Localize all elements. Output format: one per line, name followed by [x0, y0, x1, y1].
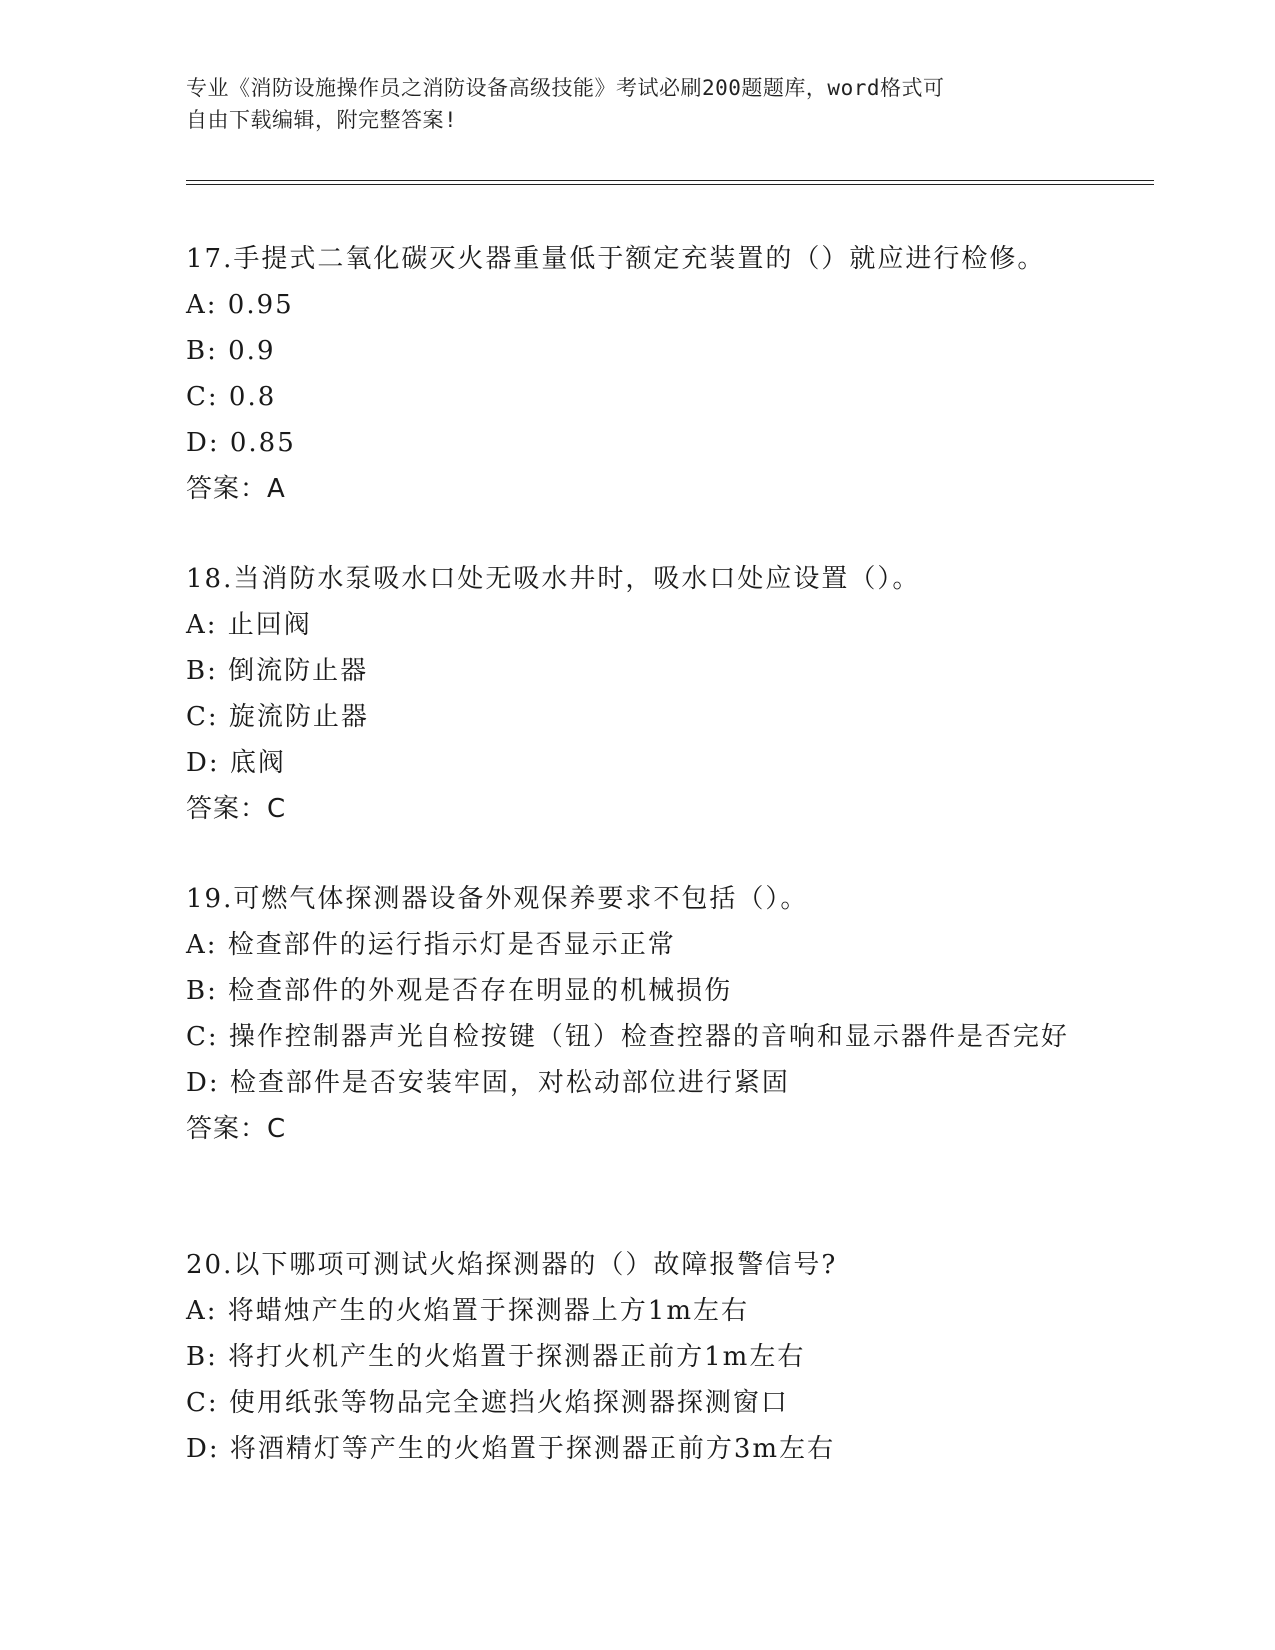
answer-label: 答案：C [186, 794, 287, 824]
option-b: B: 0.9 [186, 336, 276, 366]
header-line-2: 自由下载编辑，附完整答案! [186, 108, 458, 132]
question-18 [186, 556, 1086, 832]
option-d: D: 检查部件是否安装牢固，对松动部位进行紧固 [186, 1068, 790, 1098]
option-a: A: 将蜡烛产生的火焰置于探测器上方1m左右 [186, 1296, 749, 1326]
question-stem: 18.当消防水泵吸水口处无吸水井时，吸水口处应设置（）。 [186, 564, 921, 594]
document-header [186, 72, 1066, 136]
option-b: B: 检查部件的外观是否存在明显的机械损伤 [186, 976, 733, 1006]
header-divider-bottom [186, 184, 1154, 185]
option-c: C: 使用纸张等物品完全遮挡火焰探测器探测窗口 [186, 1388, 789, 1418]
answer-label: 答案：A [186, 474, 286, 504]
option-a: A: 止回阀 [186, 610, 312, 640]
question-stem: 20.以下哪项可测试火焰探测器的（）故障报警信号? [186, 1250, 838, 1280]
question-20 [186, 1242, 1086, 1472]
question-stem: 19.可燃气体探测器设备外观保养要求不包括（）。 [186, 884, 809, 914]
header-divider-top [186, 180, 1154, 181]
option-d: D: 0.85 [186, 428, 296, 458]
question-stem: 17.手提式二氧化碳灭火器重量低于额定充装置的（）就应进行检修。 [186, 244, 1046, 274]
option-b: B: 将打火机产生的火焰置于探测器正前方1m左右 [186, 1342, 806, 1372]
question-19 [186, 876, 1086, 1152]
option-a: A: 0.95 [186, 290, 294, 320]
header-line-1: 专业《消防设施操作员之消防设备高级技能》考试必刷200题题库，word格式可 [186, 76, 945, 100]
option-a: A: 检查部件的运行指示灯是否显示正常 [186, 930, 676, 960]
option-c: C: 0.8 [186, 382, 277, 412]
option-c: C: 旋流防止器 [186, 702, 369, 732]
option-c: C: 操作控制器声光自检按键（钮）检查控器的音响和显示器件是否完好 [186, 1022, 1069, 1052]
option-b: B: 倒流防止器 [186, 656, 369, 686]
option-d: D: 底阀 [186, 748, 286, 778]
question-17 [186, 236, 1086, 512]
option-d: D: 将酒精灯等产生的火焰置于探测器正前方3m左右 [186, 1434, 836, 1464]
answer-label: 答案：C [186, 1114, 287, 1144]
